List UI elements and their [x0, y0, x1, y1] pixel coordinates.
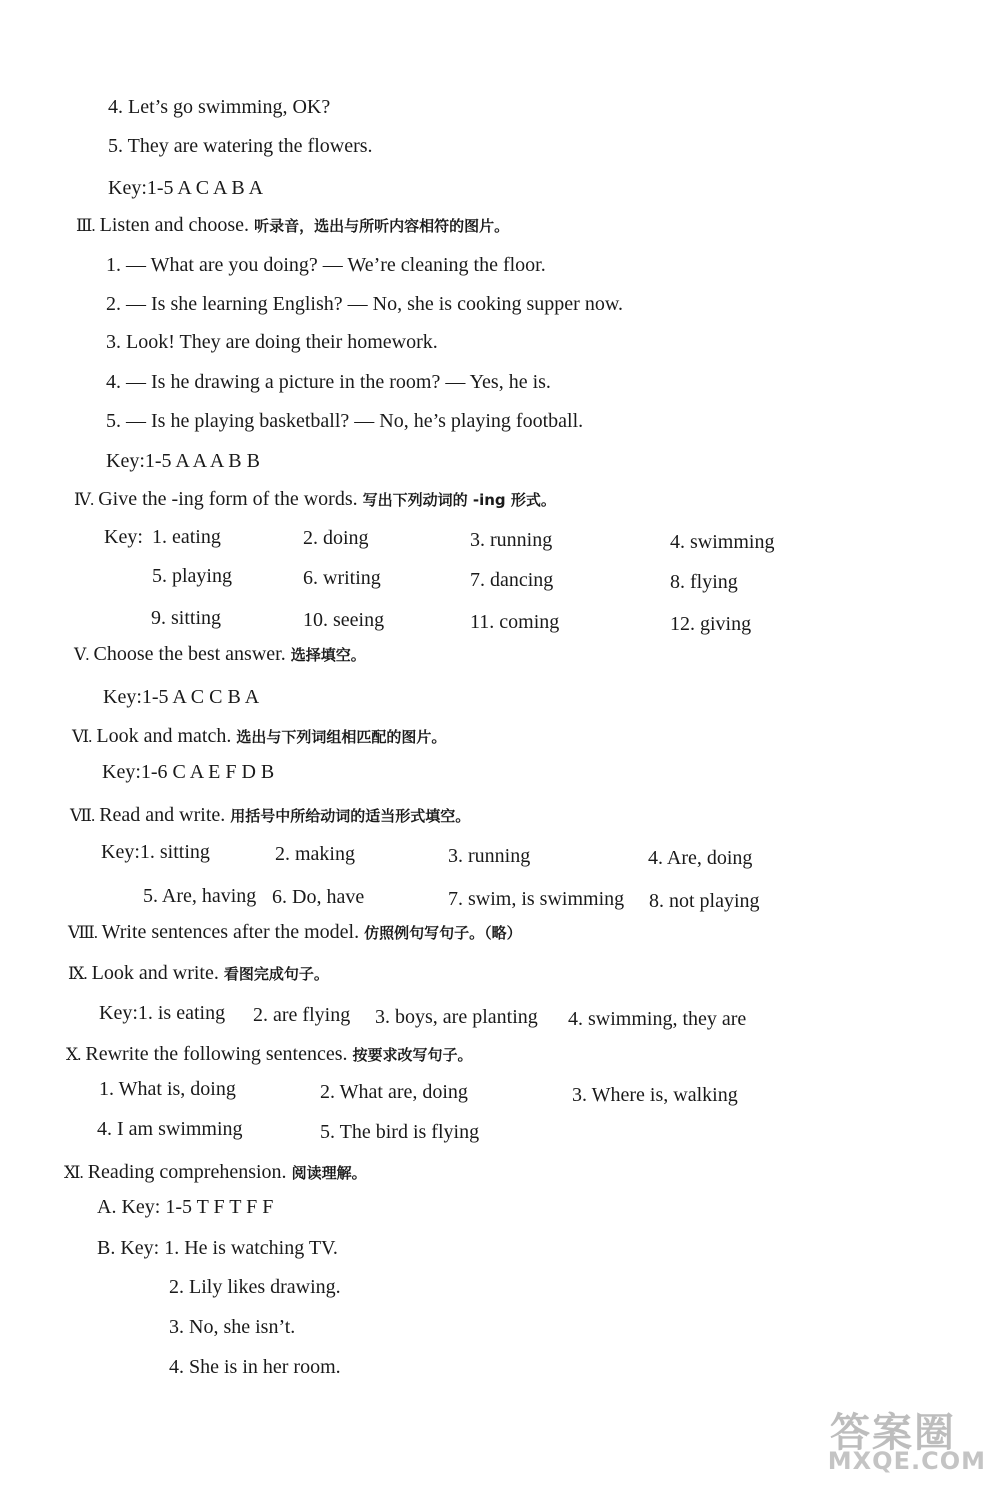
section-5-title: Choose the best answer.: [93, 643, 286, 665]
section-4-number: Ⅳ.: [74, 490, 94, 509]
section-3-title: Listen and choose.: [99, 214, 250, 236]
section-7-item-4: 4. Are, doing: [648, 847, 753, 869]
word-4: 4. swimming: [670, 531, 775, 553]
section-5-instruction: 选择填空。: [290, 646, 366, 664]
word-5: 5. playing: [152, 565, 232, 587]
section-11-b-line-2: 2. Lily likes drawing.: [169, 1276, 341, 1298]
section-9-title: Look and write.: [91, 962, 219, 984]
section-5-heading: [74, 642, 366, 667]
section-9-instruction: 看图完成句子。: [223, 965, 329, 983]
section-3-instruction: 听录音，选出与所听内容相符的图片。: [254, 217, 510, 235]
line-s2-4: 4. Let’s go swimming, OK?: [108, 96, 331, 118]
section-3-key: Key:1-5 A A A B B: [106, 450, 260, 472]
section-9-item-1: Key:1. is eating: [99, 1002, 226, 1024]
section-6-key: Key:1-6 C A E F D B: [102, 761, 275, 783]
section-11-a-key: A. Key: 1-5 T F T F F: [97, 1196, 274, 1218]
section-8-title: Write sentences after the model.: [101, 921, 360, 943]
word-7: 7. dancing: [470, 569, 554, 591]
section-10-number: Ⅹ.: [66, 1045, 81, 1064]
section-9-item-4: 4. swimming, they are: [568, 1008, 747, 1030]
section-10-item-2: 2. What are, doing: [320, 1081, 468, 1103]
section-10-item-1: 1. What is, doing: [99, 1078, 236, 1100]
section-6-title: Look and match.: [96, 725, 232, 747]
word-6: 6. writing: [303, 567, 381, 589]
section-9-number: Ⅸ.: [68, 964, 87, 983]
section-3-line-4: 4. — Is he drawing a picture in the room? — Yes, he is.: [106, 371, 551, 393]
section-10-item-5: 5. The bird is flying: [320, 1121, 480, 1143]
section-7-instruction: 用括号中所给动词的适当形式填空。: [230, 807, 471, 825]
section-3-heading: [76, 213, 509, 238]
section-4-key-label: Key:: [104, 526, 143, 548]
section-8-heading: [68, 920, 522, 945]
section-6-number: Ⅵ.: [72, 727, 92, 746]
section-3-line-5: 5. — Is he playing basketball? — No, he’s playing football.: [106, 410, 584, 432]
section-10-title: Rewrite the following sentences.: [85, 1043, 348, 1065]
word-2: 2. doing: [303, 527, 369, 549]
section-11-b-line-4: 4. She is in her room.: [169, 1356, 341, 1378]
watermark-text-cn: 答案圈: [830, 1410, 956, 1456]
section-10-instruction: 按要求改写句子。: [352, 1046, 473, 1064]
section-7-item-2: 2. making: [275, 843, 355, 865]
word-12: 12. giving: [670, 613, 752, 635]
section-5-key: Key:1-5 A C C B A: [103, 686, 260, 708]
section-9-item-3: 3. boys, are planting: [375, 1006, 538, 1028]
section-10-item-4: 4. I am swimming: [97, 1118, 243, 1140]
word-8: 8. flying: [670, 571, 738, 593]
word-1: 1. eating: [152, 526, 221, 548]
section-11-b-key: B. Key: 1. He is watching TV.: [97, 1237, 338, 1259]
section-5-number: Ⅴ.: [74, 645, 89, 664]
section-4-heading: [74, 487, 556, 512]
section-10-heading: [66, 1042, 473, 1067]
line-s2-5: 5. They are watering the flowers.: [108, 135, 373, 157]
section-7-item-1: Key:1. sitting: [101, 841, 210, 863]
section-10-item-3: 3. Where is, walking: [572, 1084, 738, 1106]
section-3-line-1: 1. — What are you doing? — We’re cleaning the floor.: [106, 254, 546, 276]
section-7-item-7: 7. swim, is swimming: [448, 888, 625, 910]
section-7-item-6: 6. Do, have: [272, 886, 365, 908]
section-3-line-2: 2. — Is she learning English? — No, she is cooking supper now.: [106, 293, 623, 315]
section-7-heading: [70, 803, 470, 828]
section-11-number: Ⅺ.: [64, 1163, 83, 1182]
section-4-title: Give the -ing form of the words.: [98, 488, 358, 510]
watermark-text-url: MXQE.COM: [827, 1447, 986, 1475]
section-7-item-3: 3. running: [448, 845, 531, 867]
section-9-item-2: 2. are flying: [253, 1004, 351, 1026]
section-11-b-line-3: 3. No, she isn’t.: [169, 1316, 296, 1338]
word-9: 9. sitting: [151, 607, 222, 629]
word-3: 3. running: [470, 529, 553, 551]
section-8-number: Ⅷ.: [68, 923, 98, 942]
section-6-heading: [72, 724, 446, 749]
section-11-heading: [64, 1160, 367, 1185]
word-10: 10. seeing: [303, 609, 385, 631]
section-7-title: Read and write.: [99, 804, 226, 826]
section-7-number: Ⅶ.: [70, 806, 95, 825]
section-11-title: Reading comprehension.: [87, 1161, 287, 1183]
key-s2: Key:1-5 A C A B A: [108, 177, 264, 199]
section-3-number: Ⅲ.: [76, 216, 95, 235]
section-11-instruction: 阅读理解。: [291, 1164, 367, 1182]
section-4-instruction: 写出下列动词的 -ing 形式。: [362, 491, 556, 509]
section-7-item-8: 8. not playing: [649, 890, 760, 912]
section-7-item-5: 5. Are, having: [143, 885, 257, 907]
section-6-instruction: 选出与下列词组相匹配的图片。: [236, 728, 447, 746]
word-11: 11. coming: [470, 611, 560, 633]
section-8-instruction: 仿照例句写句子。（略）: [364, 924, 522, 942]
section-3-line-3: 3. Look! They are doing their homework.: [106, 331, 438, 353]
section-9-heading: [68, 961, 329, 986]
watermark-logo: [806, 1401, 986, 1481]
